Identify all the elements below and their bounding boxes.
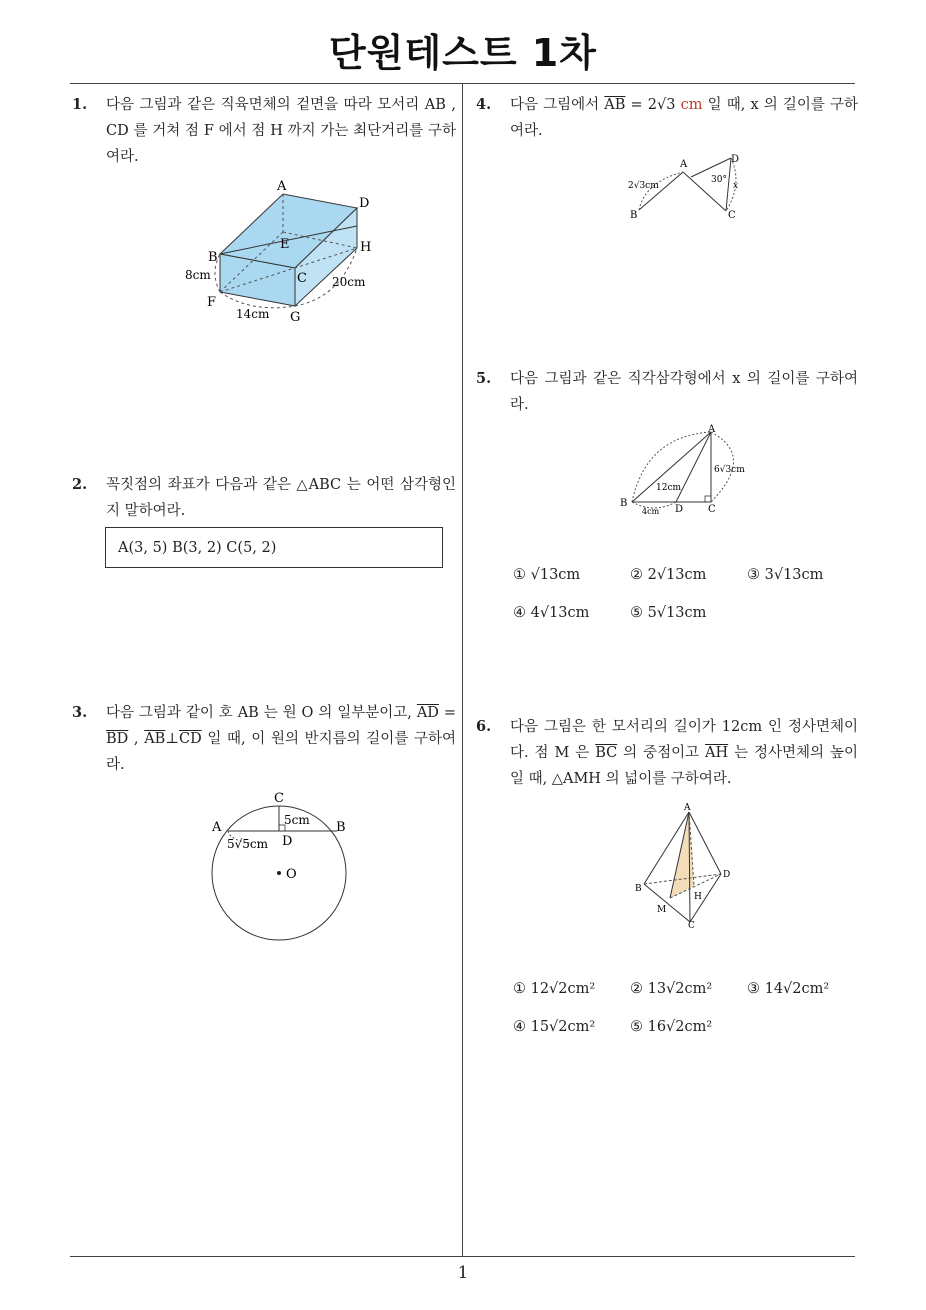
page-title: 단원테스트 1차 (329, 31, 597, 75)
label-C: C (708, 504, 716, 515)
label-5root5cm: 5√5cm (227, 837, 269, 851)
label-D: D (723, 870, 731, 880)
label-D: D (282, 834, 293, 849)
label-G: G (290, 310, 301, 325)
q6-tetrahedron-figure (632, 800, 752, 930)
choice-4[interactable]: ④ 4√13cm (513, 605, 590, 621)
label-B: B (620, 498, 628, 509)
question-1 (72, 92, 456, 170)
choice-5[interactable]: ⑤ 16√2cm² (630, 1019, 713, 1035)
label-A: A (684, 803, 691, 813)
q6-choices (513, 970, 864, 1046)
label-O: O (286, 867, 297, 882)
label-5cm: 5cm (284, 813, 310, 827)
label-A: A (708, 424, 716, 435)
label-B: B (208, 250, 218, 265)
choice-4[interactable]: ④ 15√2cm² (513, 1019, 596, 1035)
label-20cm: 20cm (332, 275, 366, 289)
question-4 (476, 92, 858, 144)
label-12cm: 12cm (656, 483, 682, 493)
label-D: D (675, 504, 684, 515)
coordinate-box: A(3, 5) B(3, 2) C(5, 2) (105, 527, 443, 568)
question-number: 2. (72, 476, 88, 493)
label-A: A (277, 179, 287, 194)
label-C: C (274, 791, 284, 806)
q1-cuboid-figure (180, 178, 400, 328)
label-M: M (657, 905, 667, 915)
question-number: 6. (476, 718, 492, 735)
column-divider (462, 83, 463, 1256)
label-B: B (630, 210, 638, 221)
choice-2[interactable]: ② 13√2cm² (630, 981, 713, 997)
label-x: x (733, 181, 739, 191)
label-C: C (688, 921, 695, 931)
label-14cm: 14cm (236, 307, 270, 321)
question-number: 3. (72, 704, 88, 721)
question-6 (476, 714, 858, 792)
question-2 (72, 472, 456, 524)
label-H: H (360, 240, 372, 255)
question-5 (476, 366, 858, 418)
label-C: C (297, 271, 307, 286)
question-text: 다음 그림과 같은 직육면체의 겉면을 따라 모서리 AB , CD 를 거쳐 점 F 에서 점 H 까지 가는 최단거리를 구하여라. (106, 97, 456, 165)
question-number: 1. (72, 96, 88, 113)
label-E: E (280, 237, 290, 252)
label-H: H (694, 892, 702, 902)
label-B: B (635, 884, 642, 894)
label-B: B (336, 820, 346, 835)
question-text: 꼭짓점의 좌표가 다음과 같은 △ABC 는 어떤 삼각형인지 말하여라. (106, 477, 456, 519)
bottom-divider (70, 1256, 855, 1257)
label-A: A (212, 820, 222, 835)
label-C: C (728, 210, 736, 221)
label-A: A (680, 159, 688, 170)
page-number: 1 (457, 1263, 469, 1283)
choice-1[interactable]: ① √13cm (513, 567, 581, 583)
label-2root3cm: 2√3cm (628, 181, 659, 191)
question-number: 4. (476, 96, 492, 113)
label-30deg: 30° (711, 175, 727, 185)
choice-5[interactable]: ⑤ 5√13cm (630, 605, 707, 621)
q4-triangle-figure (625, 152, 775, 227)
choice-1[interactable]: ① 12√2cm² (513, 981, 596, 997)
choice-3[interactable]: ③ 14√2cm² (747, 981, 830, 997)
label-D: D (731, 154, 740, 165)
question-number: 5. (476, 370, 492, 387)
question-text: 다음 그림에서 $\overline{AB} = 2√3$ cm 일 때, x 의 길이를 구하여라. (510, 97, 859, 139)
choice-2[interactable]: ② 2√13cm (630, 567, 707, 583)
label-D: D (359, 196, 370, 211)
question-text: 다음 그림과 같은 직각삼각형에서 x 의 길이를 구하여라. (510, 371, 858, 413)
question-3 (72, 700, 456, 778)
label-8cm: 8cm (185, 268, 211, 282)
q5-right-triangle-figure (616, 426, 766, 516)
question-text: 다음 그림은 한 모서리의 길이가 12cm 인 정사면체이다. 점 M 은 $\overline{BC}$ 의 중점이고 $\overline{AH}$ 는 정사면체의 높이일 때, △AMH 의 넓이를 구하여라. (510, 719, 858, 787)
label-F: F (207, 295, 217, 310)
question-text: 다음 그림과 같이 호 AB 는 원 O 의 일부분이고, $\overline{AD} = \overline{BD}$ , $\overline{AB}\perp\overline{CD}$ 일 때, 이 원의 반지름의 길이를 구하여라. (106, 705, 456, 773)
label-6root3cm: 6√3cm (714, 465, 745, 475)
choice-3[interactable]: ③ 3√13cm (747, 567, 824, 583)
q3-circle-figure (200, 785, 380, 945)
q5-choices (513, 556, 864, 632)
label-4cm: 4cm (642, 507, 660, 516)
